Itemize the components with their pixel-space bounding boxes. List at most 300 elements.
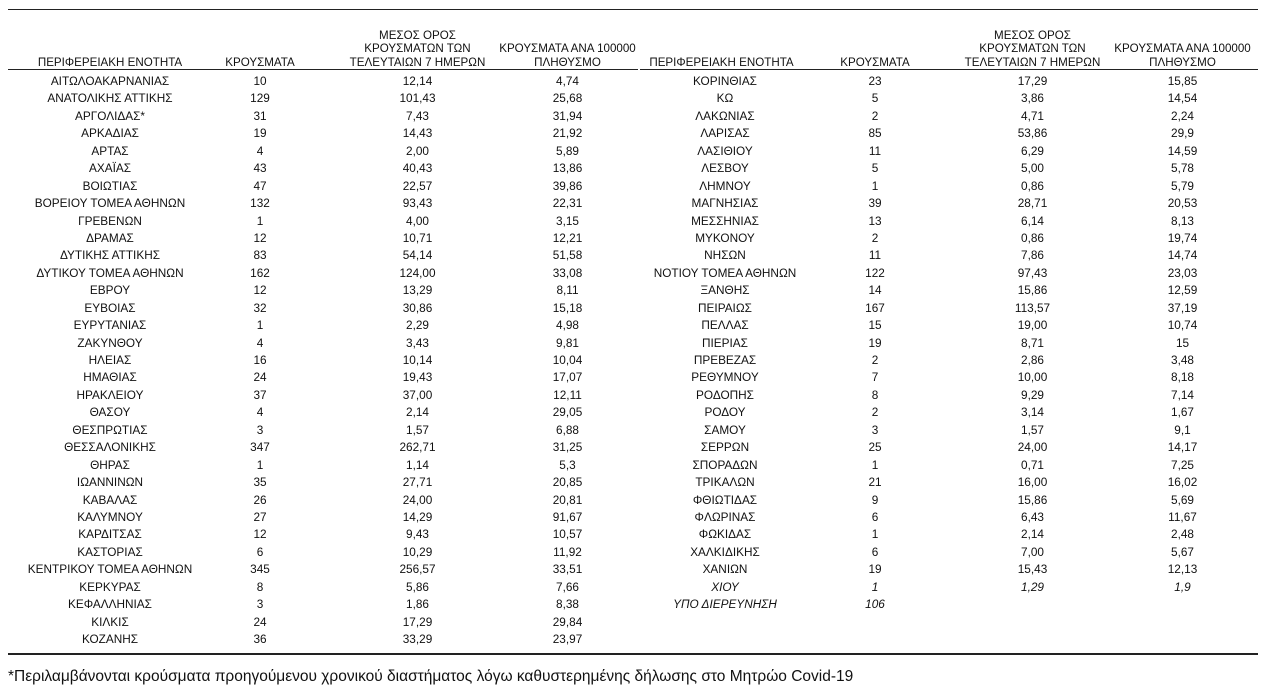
cell-per100k: 11,92 [553,544,582,559]
cell-avg7: 54,14 [402,248,433,263]
cell-avg7: 9,29 [1021,387,1044,402]
cell-cases: 3 [871,422,879,437]
top-rule [8,9,1258,10]
cell-avg7: 14,29 [402,509,433,524]
cell-region: ΔΡΑΜΑΣ [86,230,134,245]
left-header-avg7: ΜΕΣΟΣ ΟΡΟΣ ΚΡΟΥΣΜΑΤΩΝ ΤΩΝ ΤΕΛΕΥΤΑΙΩΝ 7 ΗΜΕΡΩΝ [349,28,486,69]
cell-cases: 85 [868,126,882,141]
cell-cases: 11 [868,143,882,158]
table-row [0,404,640,421]
cell-cases: 27 [253,509,267,524]
cell-region: ΜΥΚΟΝΟΥ [695,230,755,245]
table-row [0,439,640,456]
table-row [615,422,1273,439]
cell-cases: 12 [253,230,267,245]
cell-avg7: 262,71 [399,440,436,455]
cell-region: ΠΡΕΒΕΖΑΣ [693,353,757,367]
table-row [615,143,1273,160]
cell-per100k: 5,67 [1171,544,1194,559]
table-row [0,90,640,107]
table-row [0,160,640,177]
cell-region: ΥΠΟ ΔΙΕΡΕΥΝΗΣΗ [673,597,777,612]
cell-per100k: 8,13 [1171,213,1194,228]
cell-cases: 1 [256,457,264,472]
right-table-body [615,73,1273,614]
cell-cases: 21 [868,475,882,490]
cell-cases: 16 [253,353,267,367]
cell-region: ΚΙΛΚΙΣ [91,614,129,629]
left-header-region: ΠΕΡΙΦΕΡΕΙΑΚΗ ΕΝΟΤΗΤΑ [37,55,183,69]
cell-avg7: 3,43 [406,335,429,350]
table-row [0,561,640,578]
cell-avg7: 12,14 [402,74,433,88]
cell-avg7: 0,86 [1021,178,1044,193]
cell-cases: 83 [253,248,267,263]
cell-per100k: 10,57 [552,527,583,542]
cell-cases: 19 [253,126,267,141]
cell-avg7: 15,43 [1017,562,1048,577]
cell-per100k: 19,74 [1167,230,1198,245]
right-header-region: ΠΕΡΙΦΕΡΕΙΑΚΗ ΕΝΟΤΗΤΑ [649,55,794,69]
cell-region: ΛΑΣΙΘΙΟΥ [697,143,753,158]
table-row [0,544,640,561]
cell-avg7: 2,86 [1021,353,1044,367]
cell-avg7: 28,71 [1017,196,1048,211]
bottom-rule [8,653,1258,655]
cell-avg7: 0,71 [1021,457,1044,472]
cell-region: ΑΡΓΟΛΙΔΑΣ* [75,108,145,123]
cell-per100k: 25,68 [552,91,583,106]
cell-cases: 2 [871,405,879,420]
cell-avg7: 1,57 [1021,422,1044,437]
cell-avg7: 16,00 [1017,475,1048,490]
table-row [0,265,640,282]
cell-per100k: 8,38 [556,597,579,612]
cell-cases: 2 [871,353,879,367]
cell-avg7: 22,57 [402,178,433,193]
cell-avg7: 101,43 [399,91,436,106]
right-header-rule [640,69,1258,70]
table-row [615,265,1273,282]
cell-cases: 4 [256,405,264,420]
cell-cases: 19 [868,335,882,350]
cell-region: ΛΑΡΙΣΑΣ [700,126,750,141]
cell-avg7: 4,71 [1021,108,1044,123]
table-row [615,352,1273,369]
cell-per100k: 5,69 [1171,492,1194,507]
cell-region: ΑΡΤΑΣ [91,143,129,158]
cell-region: ΚΟΖΑΝΗΣ [81,632,139,646]
table-row [0,614,640,631]
cell-cases: 1 [871,178,879,193]
table-row [0,108,640,125]
cell-region: ΡΟΔΟΥ [704,405,746,420]
cell-avg7: 10,29 [402,544,433,559]
cell-cases: 1 [871,527,879,542]
cell-cases: 23 [868,74,882,88]
cell-region: ΦΩΚΙΔΑΣ [698,527,752,542]
cell-per100k: 33,51 [552,562,583,577]
cell-avg7: 113,57 [1014,300,1051,315]
cell-avg7: 10,71 [402,230,433,245]
cell-per100k: 21,92 [552,126,583,141]
cell-region: ΡΕΘΥΜΝΟΥ [691,370,759,385]
cell-cases: 167 [865,300,885,315]
cell-avg7: 1,86 [406,597,429,612]
cell-avg7: 17,29 [402,614,433,629]
cell-avg7: 24,00 [1017,440,1048,455]
cell-per100k: 14,59 [1167,143,1198,158]
table-row [0,335,640,352]
cell-cases: 6 [871,509,879,524]
table-row [615,160,1273,177]
left-header-rule [8,69,638,70]
cell-per100k: 11,67 [1168,509,1197,524]
table-row [0,631,640,648]
cell-region: ΗΡΑΚΛΕΙΟΥ [76,387,144,402]
cell-region: ΖΑΚΥΝΘΟΥ [77,335,143,350]
cell-per100k: 7,66 [556,579,579,594]
table-row [615,247,1273,264]
cell-cases: 12 [253,283,267,298]
cell-cases: 8 [871,387,879,402]
cell-per100k: 33,08 [552,265,583,280]
cell-avg7: 0,86 [1021,230,1044,245]
cell-per100k: 29,9 [1171,126,1194,141]
cell-cases: 8 [256,579,264,594]
table-row [615,125,1273,142]
cell-region: ΑΡΚΑΔΙΑΣ [81,126,139,141]
table-row [615,579,1273,596]
cell-avg7: 6,14 [1021,213,1044,228]
table-row [0,247,640,264]
table-row [0,596,640,613]
table-row [615,457,1273,474]
table-row [615,509,1273,526]
cell-per100k: 20,81 [552,492,583,507]
cell-region: ΒΟΡΕΙΟΥ ΤΟΜΕΑ ΑΘΗΝΩΝ [34,196,186,211]
cell-region: ΚΑΛΥΜΝΟΥ [77,509,143,524]
cell-avg7: 37,00 [402,387,433,402]
cell-region: ΜΑΓΝΗΣΙΑΣ [691,196,759,211]
table-row [0,213,640,230]
table-row [615,544,1273,561]
right-header-cases: ΚΡΟΥΣΜΑΤΑ [840,55,910,69]
cell-region: ΗΜΑΘΙΑΣ [83,370,137,385]
cell-per100k: 37,19 [1167,300,1198,315]
table-row [615,195,1273,212]
cell-cases: 24 [253,370,267,385]
table-row [615,178,1273,195]
cell-cases: 162 [250,265,270,280]
table-row [0,195,640,212]
cell-avg7: 53,86 [1017,126,1048,141]
cell-region: ΚΑΡΔΙΤΣΑΣ [78,527,142,542]
table-row [0,526,640,543]
cell-region: ΑΙΤΩΛΟΑΚΑΡΝΑΝΙΑΣ [50,74,170,88]
cell-per100k: 39,86 [552,178,583,193]
cell-region: ΚΩ [716,91,734,106]
cell-per100k: 14,54 [1167,91,1198,106]
cell-per100k: 4,74 [556,74,579,88]
cell-region: ΕΥΡΥΤΑΝΙΑΣ [73,318,147,333]
table-row [0,474,640,491]
table-row [0,317,640,334]
table-row [0,369,640,386]
cell-avg7: 1,29 [1021,579,1044,594]
cell-avg7: 1,14 [406,457,429,472]
table-row [615,526,1273,543]
cell-per100k: 5,3 [559,457,576,472]
cell-per100k: 2,48 [1171,527,1194,542]
cell-avg7: 19,43 [402,370,433,385]
cell-per100k: 12,59 [1167,283,1198,298]
cell-cases: 3 [256,597,264,612]
cell-per100k: 23,03 [1167,265,1198,280]
cell-per100k: 20,85 [552,475,583,490]
table-row [0,457,640,474]
cell-region: ΛΗΜΝΟΥ [699,178,751,193]
cell-avg7: 6,43 [1021,509,1044,524]
cell-per100k: 20,53 [1167,196,1198,211]
cell-per100k: 5,78 [1171,161,1194,176]
cell-per100k: 7,14 [1171,387,1194,402]
cell-avg7: 7,86 [1021,248,1044,263]
cell-region: ΠΕΛΛΑΣ [701,318,749,333]
table-row [615,300,1273,317]
cell-region: ΘΕΣΠΡΩΤΙΑΣ [72,422,148,437]
cell-per100k: 29,05 [552,405,583,420]
cell-avg7: 27,71 [402,475,433,490]
cell-per100k: 2,24 [1171,108,1194,123]
left-header-per100k: ΚΡΟΥΣΜΑΤΑ ΑΝΑ 100000 ΠΛΗΘΥΣΜΟ [499,42,636,69]
cell-per100k: 9,81 [556,335,579,350]
table-row [0,125,640,142]
cell-per100k: 23,97 [552,632,583,646]
cell-region: ΑΧΑΪΑΣ [88,161,132,176]
cell-region: ΔΥΤΙΚΟΥ ΤΟΜΕΑ ΑΘΗΝΩΝ [36,265,184,280]
cell-region: ΕΒΡΟΥ [89,283,131,298]
cell-avg7: 33,29 [402,632,433,646]
cell-region: ΠΕΙΡΑΙΩΣ [698,300,752,315]
cell-cases: 10 [253,74,267,88]
cell-cases: 36 [253,632,267,646]
table-row [0,282,640,299]
table-row [615,492,1273,509]
table-row [0,579,640,596]
cell-cases: 19 [868,562,882,577]
cell-per100k: 5,79 [1171,178,1194,193]
cell-cases: 13 [868,213,882,228]
table-row [0,73,640,90]
table-row [0,178,640,195]
cell-avg7: 9,43 [406,527,429,542]
cell-per100k: 5,89 [556,143,579,158]
cell-region: ΚΕΦΑΛΛΗΝΙΑΣ [68,597,152,612]
cell-region: ΣΠΟΡΑΔΩΝ [692,457,758,472]
cell-per100k: 3,15 [556,213,579,228]
cell-cases: 37 [253,387,267,402]
cell-cases: 24 [253,614,267,629]
cell-region: ΠΙΕΡΙΑΣ [702,335,748,350]
cell-region: ΣΑΜΟΥ [704,422,746,437]
cell-per100k: 6,88 [556,422,579,437]
cell-region: ΣΕΡΡΩΝ [700,440,750,455]
cell-per100k: 7,25 [1171,457,1194,472]
table-row [0,387,640,404]
cell-region: ΑΝΑΤΟΛΙΚΗΣ ΑΤΤΙΚΗΣ [47,91,173,106]
cell-region: ΘΕΣΣΑΛΟΝΙΚΗΣ [64,440,156,455]
cell-cases: 6 [256,544,264,559]
cell-cases: 345 [250,562,270,577]
cell-per100k: 1,67 [1171,405,1194,420]
table-row [0,230,640,247]
cell-avg7: 5,86 [406,579,429,594]
left-header-cases: ΚΡΟΥΣΜΑΤΑ [225,55,295,69]
cell-cases: 4 [256,335,264,350]
cell-per100k: 14,74 [1167,248,1198,263]
cell-region: ΝΟΤΙΟΥ ΤΟΜΕΑ ΑΘΗΝΩΝ [653,265,797,280]
table-row [615,335,1273,352]
cell-region: ΚΑΣΤΟΡΙΑΣ [77,544,143,559]
cell-avg7: 2,14 [406,405,429,420]
cell-region: ΞΑΝΘΗΣ [700,283,750,298]
cell-region: ΙΩΑΝΝΙΝΩΝ [76,475,144,490]
table-row [615,282,1273,299]
cell-cases: 2 [871,230,879,245]
cell-cases: 122 [865,265,885,280]
cell-cases: 4 [256,143,264,158]
cell-per100k: 15 [1175,335,1190,350]
cell-avg7: 7,43 [406,108,429,123]
cell-region: ΓΡΕΒΕΝΩΝ [78,213,142,228]
cell-per100k: 13,86 [552,161,583,176]
cell-avg7: 30,86 [402,300,433,315]
table-row [0,352,640,369]
cell-cases: 5 [871,91,879,106]
cell-region: ΦΛΩΡΙΝΑΣ [694,509,756,524]
footnote: *Περιλαμβάνονται κρούσματα προηγούμενου χρονικού διαστήματος λόγω καθυστερημένης δήλωσης στο Μητρώο Covid-19 [8,668,854,685]
cell-avg7: 4,00 [406,213,429,228]
cell-cases: 35 [253,475,267,490]
cell-avg7: 93,43 [402,196,433,211]
cell-region: ΚΕΡΚΥΡΑΣ [79,579,141,594]
cell-per100k: 10,04 [552,353,583,367]
cell-per100k: 1,9 [1174,579,1191,594]
cell-per100k: 17,07 [552,370,583,385]
cell-region: ΘΑΣΟΥ [89,405,131,420]
cell-region: ΗΛΕΙΑΣ [88,353,132,367]
table-row [615,596,1273,613]
cell-cases: 39 [868,196,882,211]
table-row [615,73,1273,90]
table-row [615,369,1273,386]
cell-avg7: 15,86 [1017,492,1048,507]
cell-avg7: 14,43 [402,126,433,141]
table-row [0,492,640,509]
table-row [615,474,1273,491]
cell-avg7: 15,86 [1017,283,1048,298]
cell-per100k: 3,48 [1171,353,1194,367]
cell-cases: 43 [253,161,267,176]
right-header-per100k: ΚΡΟΥΣΜΑΤΑ ΑΝΑ 100000 ΠΛΗΘΥΣΜΟ [1114,42,1251,69]
cell-region: ΛΑΚΩΝΙΑΣ [695,108,755,123]
table-row [615,439,1273,456]
cell-per100k: 9,1 [1174,422,1191,437]
cell-avg7: 13,29 [402,283,433,298]
cell-cases: 15 [868,318,882,333]
cell-cases: 31 [253,108,267,123]
cell-per100k: 8,11 [556,283,579,298]
table-row [615,230,1273,247]
cell-avg7: 8,71 [1021,335,1044,350]
cell-per100k: 4,98 [556,318,579,333]
cell-region: ΚΕΝΤΡΙΚΟΥ ΤΟΜΕΑ ΑΘΗΝΩΝ [27,562,193,577]
table-row [0,300,640,317]
cell-avg7: 7,00 [1021,544,1044,559]
cell-per100k: 15,85 [1167,74,1198,88]
cell-cases: 26 [253,492,267,507]
cell-cases: 47 [253,178,267,193]
cell-cases: 132 [250,196,270,211]
cell-per100k: 16,02 [1167,475,1198,490]
cell-per100k: 91,67 [552,509,583,524]
table-row [615,90,1273,107]
table-row [615,108,1273,125]
cell-region: ΧΙΟΥ [711,579,739,594]
cell-per100k: 12,11 [553,387,582,402]
cell-region: ΧΑΛΚΙΔΙΚΗΣ [690,544,760,559]
cell-per100k: 15,18 [552,300,583,315]
cell-avg7: 19,00 [1017,318,1048,333]
cell-avg7: 5,00 [1021,161,1044,176]
cell-cases: 11 [868,248,882,263]
cell-per100k: 8,18 [1171,370,1194,385]
cell-region: ΧΑΝΙΩΝ [702,562,748,577]
cell-cases: 1 [256,318,264,333]
cell-region: ΛΕΣΒΟΥ [701,161,749,176]
cell-cases: 347 [250,440,270,455]
cell-per100k: 31,25 [552,440,583,455]
table-row [0,509,640,526]
cell-region: ΝΗΣΩΝ [704,248,746,263]
cell-cases: 3 [256,422,264,437]
table-row [615,213,1273,230]
cell-cases: 9 [871,492,879,507]
table-row [615,561,1273,578]
cell-avg7: 17,29 [1017,74,1048,88]
cell-cases: 129 [250,91,270,106]
cell-avg7: 124,00 [399,265,436,280]
cell-avg7: 10,00 [1017,370,1048,385]
right-header-avg7: ΜΕΣΟΣ ΟΡΟΣ ΚΡΟΥΣΜΑΤΩΝ ΤΩΝ ΤΕΛΕΥΤΑΙΩΝ 7 ΗΜΕΡΩΝ [964,28,1101,69]
cell-cases: 5 [871,161,879,176]
cell-per100k: 10,74 [1167,318,1198,333]
cell-per100k: 12,13 [1167,562,1198,577]
cell-cases: 12 [253,527,267,542]
cell-cases: 25 [868,440,882,455]
cell-region: ΦΘΙΩΤΙΔΑΣ [692,492,758,507]
cell-cases: 14 [868,283,882,298]
cell-avg7: 24,00 [402,492,433,507]
cell-per100k: 22,31 [552,196,583,211]
cell-avg7: 2,14 [1021,527,1044,542]
cell-cases: 2 [871,108,879,123]
left-table-body [0,73,640,648]
cell-cases: 6 [871,544,879,559]
cell-region: ΚΑΒΑΛΑΣ [82,492,138,507]
cell-avg7: 10,14 [402,353,433,367]
